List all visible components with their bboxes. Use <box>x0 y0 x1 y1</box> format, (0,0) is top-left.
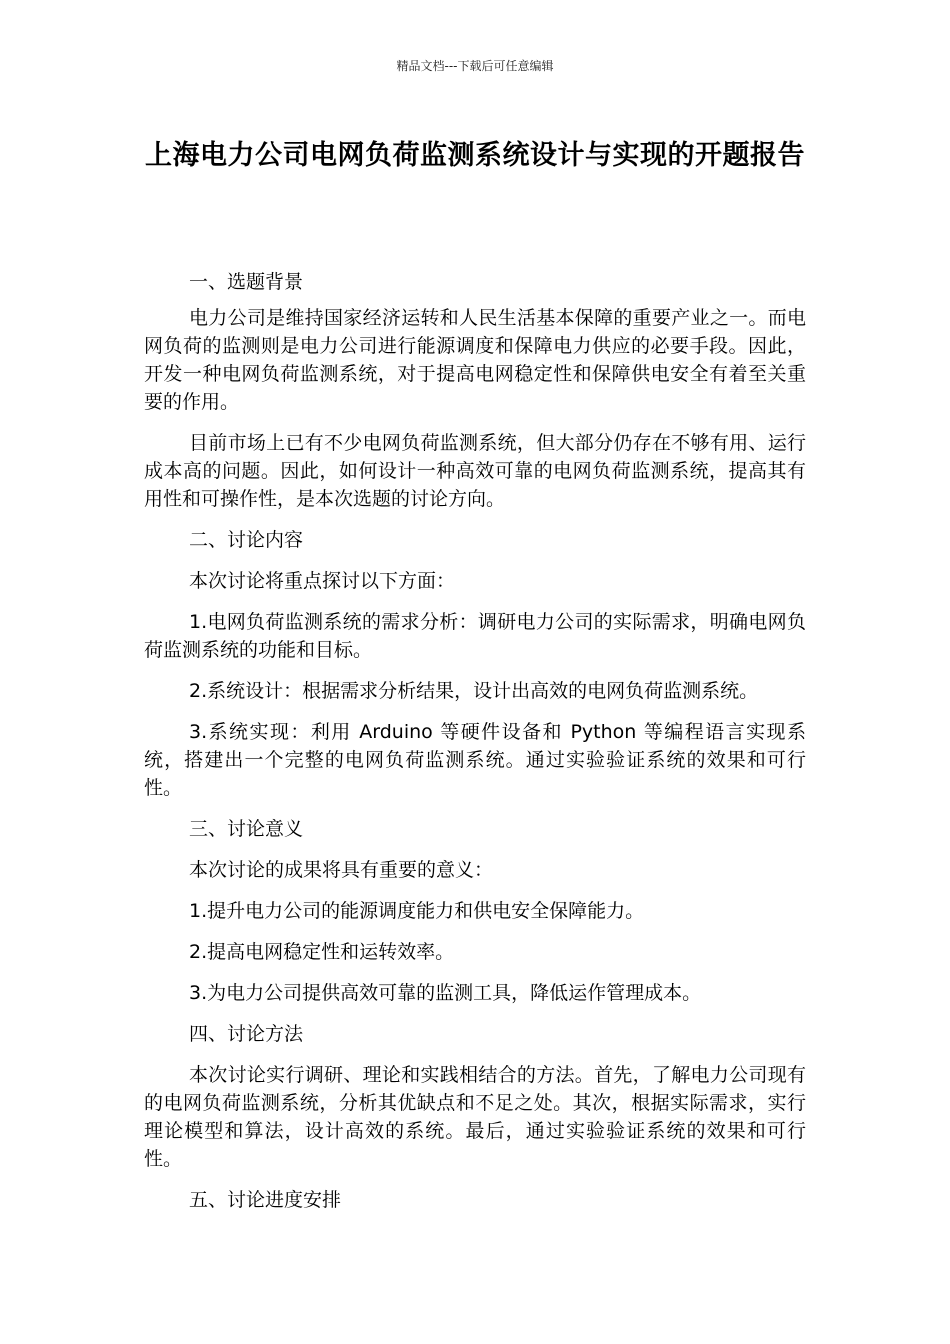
section-heading-background: 一、选题背景 <box>189 271 304 293</box>
section-heading-significance: 三、讨论意义 <box>189 818 304 840</box>
section-heading-method: 四、讨论方法 <box>189 1023 304 1045</box>
list-item-significance-1: 1.提升电力公司的能源调度能力和供电安全保障能力。 <box>189 900 645 922</box>
list-item-significance-3: 3.为电力公司提供高效可靠的监测工具，降低运作管理成本。 <box>189 982 702 1004</box>
paragraph-method: 本次讨论实行调研、理论和实践相结合的方法。首先，了解电力公司现有的电网负荷监测系统，分析其优缺点和不足之处。其次，根据实际需求，实行理论模型和算法，设计高效的系统。最后，通过实验验证系统的效果和可行性。 <box>144 1064 806 1170</box>
list-item-content-2: 2.系统设计：根据需求分析结果，设计出高效的电网负荷监测系统。 <box>189 680 759 702</box>
paragraph-significance-intro: 本次讨论的成果将具有重要的意义： <box>189 859 494 881</box>
document-title: 上海电力公司电网负荷监测系统设计与实现的开题报告 <box>145 140 805 171</box>
page-header: 精品文档---下载后可任意编辑 <box>396 59 554 73</box>
paragraph-background-2: 目前市场上已有不少电网负荷监测系统，但大部分仍存在不够有用、运行成本高的问题。因此，如何设计一种高效可靠的电网负荷监测系统，提高其有用性和可操作性，是本次选题的讨论方向。 <box>144 432 806 510</box>
document-body <box>144 268 806 1227</box>
list-item-significance-2: 2.提高电网稳定性和运转效率。 <box>189 941 455 963</box>
section-heading-schedule: 五、讨论进度安排 <box>189 1189 342 1211</box>
list-item-content-1: 1.电网负荷监测系统的需求分析：调研电力公司的实际需求，明确电网负荷监测系统的功能和目标。 <box>144 611 806 661</box>
paragraph-background-1: 电力公司是维持国家经济运转和人民生活基本保障的重要产业之一。而电网负荷的监测则是电力公司进行能源调度和保障电力供应的必要手段。因此，开发一种电网负荷监测系统，对于提高电网稳定性和保障供电安全有着至关重要的作用。 <box>144 307 806 413</box>
section-heading-content: 二、讨论内容 <box>189 529 304 551</box>
list-item-content-3: 3.系统实现：利用 Arduino 等硬件设备和 Python 等编程语言实现系统，搭建出一个完整的电网负荷监测系统。通过实验验证系统的效果和可行性。 <box>144 721 806 799</box>
paragraph-content-intro: 本次讨论将重点探讨以下方面： <box>189 570 456 592</box>
